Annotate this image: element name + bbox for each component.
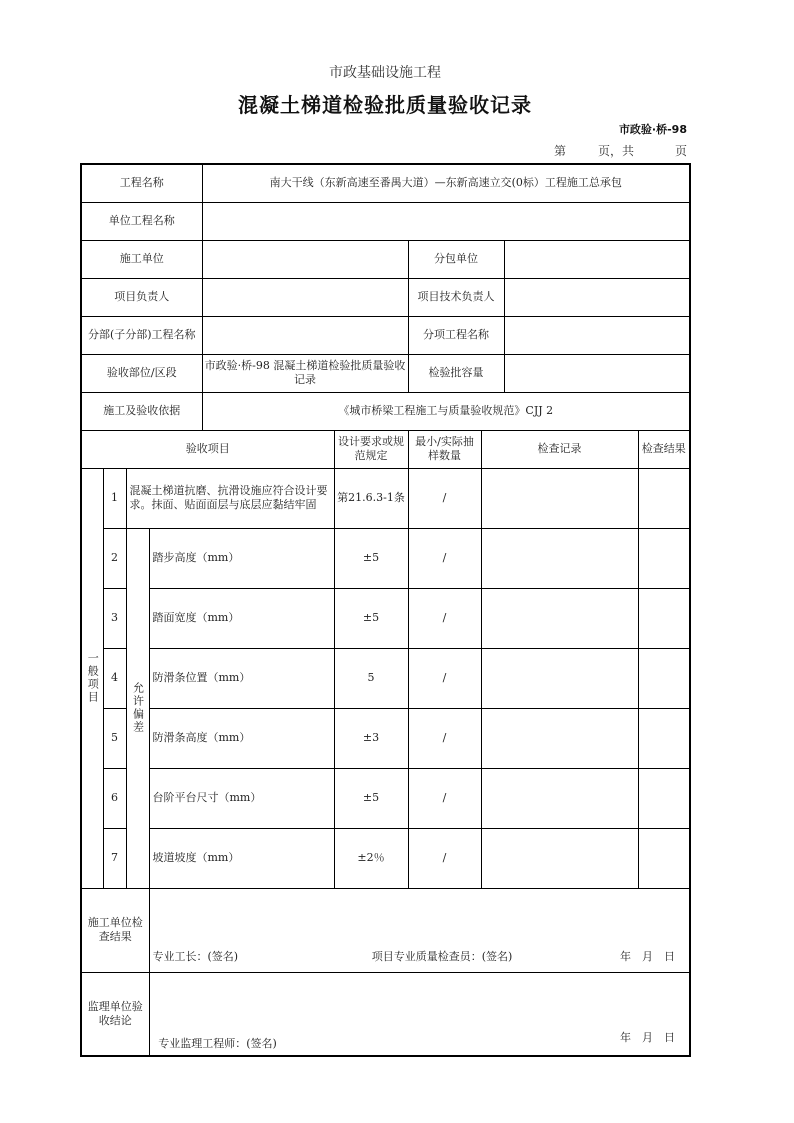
pm-label: 项目负责人 (81, 278, 202, 316)
supervisor-date[interactable]: 年 月 日 (620, 1031, 676, 1044)
row-contractor (81, 240, 690, 278)
spec-value: 5 (334, 648, 408, 708)
basis-label: 施工及验收依据 (81, 392, 202, 430)
subcontractor-label: 分包单位 (408, 240, 504, 278)
check-record[interactable] (481, 828, 638, 888)
division-label: 分部(子分部)工程名称 (81, 316, 202, 354)
col-header-record: 检查记录 (481, 430, 638, 468)
row-managers (81, 278, 690, 316)
page-label-ye: 页 (675, 144, 688, 158)
location-value[interactable]: 市政验·桥-98 混凝土梯道检验批质量验收记录 (202, 354, 408, 392)
check-record[interactable] (481, 708, 638, 768)
table-row (81, 828, 690, 888)
contractor-check-row (81, 888, 690, 972)
contractor-check-area[interactable] (149, 888, 690, 972)
check-result[interactable] (638, 768, 690, 828)
sample-value[interactable]: / (408, 468, 481, 528)
capacity-label: 检验批容量 (408, 354, 504, 392)
project-name-label: 工程名称 (81, 164, 202, 202)
check-result[interactable] (638, 708, 690, 768)
row-division (81, 316, 690, 354)
supervisor-label: 监理单位验收结论 (81, 972, 149, 1056)
col-header-sample: 最小/实际抽样数量 (408, 430, 481, 468)
row-number: 3 (103, 588, 126, 648)
row-number: 5 (103, 708, 126, 768)
engineer-signature[interactable]: 专业监理工程师：(签名) (158, 1037, 277, 1050)
inspection-record-table (80, 163, 691, 1057)
tech-lead-label: 项目技术负责人 (408, 278, 504, 316)
table-row (81, 648, 690, 708)
unit-project-label: 单位工程名称 (81, 202, 202, 240)
table-row (81, 528, 690, 588)
row-location (81, 354, 690, 392)
contractor-check-label: 施工单位检查结果 (81, 888, 149, 972)
spec-value: ±5 (334, 528, 408, 588)
capacity-value[interactable] (504, 354, 690, 392)
subitem-value[interactable] (504, 316, 690, 354)
column-header-row (81, 430, 690, 468)
contractor-check-date[interactable]: 年 月 日 (620, 949, 676, 963)
form-code: 市政验·桥-98 (618, 123, 687, 136)
check-record[interactable] (481, 648, 638, 708)
spec-value: ±3 (334, 708, 408, 768)
check-record[interactable] (481, 768, 638, 828)
item-description: 台阶平台尺寸（mm） (149, 768, 334, 828)
col-header-item: 验收项目 (81, 430, 334, 468)
table-row (81, 708, 690, 768)
item-description: 防滑条高度（mm） (149, 708, 334, 768)
location-label: 验收部位/区段 (81, 354, 202, 392)
sample-value[interactable]: / (408, 708, 481, 768)
general-items-label-cell (81, 468, 103, 888)
contractor-value[interactable] (202, 240, 408, 278)
basis-value[interactable]: 《城市桥梁工程施工与质量验收规范》CJJ 2 (202, 392, 690, 430)
subcontractor-value[interactable] (504, 240, 690, 278)
spec-value: 第21.6.3-1条 (334, 468, 408, 528)
item-description: 踏面宽度（mm） (149, 588, 334, 648)
row-number: 7 (103, 828, 126, 888)
check-result[interactable] (638, 648, 690, 708)
check-record[interactable] (481, 468, 638, 528)
item-description: 防滑条位置（mm） (149, 648, 334, 708)
sample-value[interactable]: / (408, 828, 481, 888)
col-header-spec: 设计要求或规范规定 (334, 430, 408, 468)
pm-value[interactable] (202, 278, 408, 316)
spec-value: ±5 (334, 768, 408, 828)
row-number: 2 (103, 528, 126, 588)
super-title: 市政基础设施工程 (329, 65, 441, 81)
spec-value: ±5 (334, 588, 408, 648)
row-project-name (81, 164, 690, 202)
check-record[interactable] (481, 528, 638, 588)
item-description: 坡道坡度（mm） (149, 828, 334, 888)
table-row (81, 588, 690, 648)
sample-value[interactable]: / (408, 528, 481, 588)
sample-value[interactable]: / (408, 648, 481, 708)
check-result[interactable] (638, 528, 690, 588)
page-label-ye-gong: 页，共 (598, 144, 635, 158)
supervisor-area[interactable] (149, 972, 690, 1056)
row-number: 6 (103, 768, 126, 828)
table-row (81, 768, 690, 828)
item-description: 混凝土梯道抗磨、抗滑设施应符合设计要求。抹面、贴面面层与底层应黏结牢固 (126, 468, 334, 528)
sample-value[interactable]: / (408, 588, 481, 648)
unit-project-value[interactable] (202, 202, 690, 240)
spec-value: ±2％ (334, 828, 408, 888)
row-number: 1 (103, 468, 126, 528)
row-number: 4 (103, 648, 126, 708)
page-title: 混凝土梯道检验批质量验收记录 (238, 93, 532, 117)
check-result[interactable] (638, 588, 690, 648)
inspector-signature[interactable]: 项目专业质量检查员：(签名) (371, 949, 513, 963)
general-items-label: 一般项目 (86, 652, 100, 704)
division-value[interactable] (202, 316, 408, 354)
check-result[interactable] (638, 828, 690, 888)
check-record[interactable] (481, 588, 638, 648)
tolerance-label-cell (126, 528, 149, 888)
item-description: 踏步高度（mm） (149, 528, 334, 588)
table-row (81, 468, 690, 528)
supervisor-row (81, 972, 690, 1056)
row-unit-project (81, 202, 690, 240)
page-label-di: 第 (554, 144, 567, 158)
tolerance-label: 允许偏差 (131, 682, 145, 734)
check-result[interactable] (638, 468, 690, 528)
col-header-result: 检查结果 (638, 430, 690, 468)
sample-value[interactable]: / (408, 768, 481, 828)
subitem-label: 分项工程名称 (408, 316, 504, 354)
contractor-label: 施工单位 (81, 240, 202, 278)
foreman-signature[interactable]: 专业工长：(签名) (152, 949, 239, 963)
project-name-value[interactable]: 南大干线（东新高速至番禺大道）—东新高速立交(0标）工程施工总承包 (202, 164, 690, 202)
tech-lead-value[interactable] (504, 278, 690, 316)
row-basis (81, 392, 690, 430)
